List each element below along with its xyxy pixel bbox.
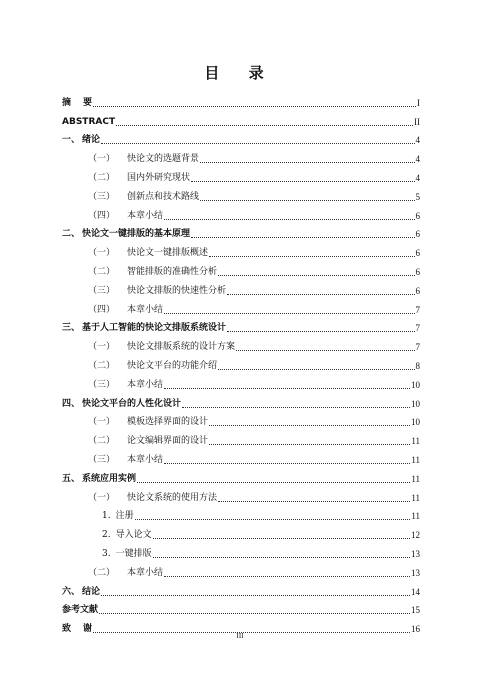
- toc-entry-text: 智能排版的准确性分析: [127, 266, 218, 277]
- toc-entry-page: 10: [411, 398, 420, 409]
- toc-entry[interactable]: [62, 109, 420, 128]
- toc-entry-page: 6: [415, 248, 420, 259]
- toc-entry-label: [62, 474, 136, 485]
- toc-entry[interactable]: [62, 579, 420, 598]
- toc-entry-text: 快论文平台的人性化设计: [82, 398, 182, 409]
- toc-entry-number: （三）: [88, 379, 116, 390]
- dot-leader: [227, 331, 414, 332]
- toc-entry[interactable]: [62, 240, 420, 259]
- toc-entry-number: 2.: [102, 530, 111, 541]
- dot-leader: [164, 313, 414, 314]
- toc-entry-number: （一）: [88, 492, 116, 503]
- dot-leader: [236, 350, 414, 351]
- toc-entry[interactable]: [62, 146, 420, 165]
- toc-entry[interactable]: [62, 259, 420, 278]
- toc-entry-number: 六、: [62, 586, 81, 597]
- toc-entry-label: [88, 568, 163, 579]
- toc-entry[interactable]: [62, 522, 420, 541]
- toc-entry-page: 13: [411, 567, 420, 578]
- toc-entry-label: [88, 267, 217, 278]
- toc-entry-page: 16: [411, 624, 420, 635]
- toc-entry-label: [62, 605, 98, 616]
- toc-entry[interactable]: [62, 90, 420, 109]
- toc-entry[interactable]: [62, 560, 420, 579]
- toc-entry-text: 本章小结: [127, 567, 164, 578]
- toc-entry-page: 7: [415, 323, 420, 334]
- toc-entry-page: 12: [411, 530, 420, 541]
- toc-entry-number: （一）: [88, 417, 116, 428]
- toc-entry-text: 注册: [115, 511, 134, 522]
- toc-entry-number: （三）: [88, 191, 116, 202]
- toc-entry[interactable]: [62, 353, 420, 372]
- toc-entry-text: 系统应用实例: [82, 473, 137, 484]
- toc-entry-text: 结论: [82, 586, 101, 597]
- toc-entry-text: 本章小结: [127, 210, 164, 221]
- toc-entry-label: [88, 248, 208, 259]
- toc-entry-page: 15: [411, 605, 420, 616]
- toc-entry-label: [88, 286, 226, 297]
- toc-entry-number: 四、: [62, 398, 81, 409]
- toc-entry-text: ABSTRACT: [62, 116, 116, 127]
- toc-entry-page: 4: [415, 135, 420, 146]
- toc-entry-label: [88, 361, 217, 372]
- toc-entry-text: 要: [83, 97, 93, 108]
- toc-entry-page: 13: [411, 548, 420, 559]
- dot-leader: [101, 595, 410, 596]
- toc-entry-label: [88, 173, 190, 184]
- toc-entry[interactable]: [62, 184, 420, 203]
- toc-entry-number: 1.: [102, 511, 111, 522]
- toc-entry-text: 一键排版: [115, 548, 152, 559]
- toc-entry-number: （二）: [88, 172, 116, 183]
- toc-entry[interactable]: [62, 504, 420, 523]
- toc-entry-number: （二）: [88, 360, 116, 371]
- toc-entry-number: （三）: [88, 285, 116, 296]
- toc-entry[interactable]: [62, 372, 420, 391]
- toc-entry-page: 14: [411, 586, 420, 597]
- dot-leader: [99, 613, 410, 614]
- page-number: III: [236, 632, 244, 640]
- dot-leader: [153, 557, 410, 558]
- toc-entry-text: 快论文系统的使用方法: [127, 492, 218, 503]
- toc-entry-text: 快论文的选题背景: [127, 154, 200, 165]
- toc-entry[interactable]: [62, 222, 420, 241]
- toc-entry-label: [62, 229, 190, 240]
- dot-leader: [191, 181, 414, 182]
- dot-leader: [218, 501, 410, 502]
- toc-entry[interactable]: [62, 428, 420, 447]
- toc-entry-text: 论文编辑界面的设计: [127, 436, 209, 447]
- dot-leader: [218, 275, 414, 276]
- dot-leader: [93, 106, 416, 107]
- toc-entry-text: 绪论: [82, 135, 101, 146]
- toc-entry-text: 快论文排版系统的设计方案: [127, 342, 236, 353]
- toc-entry-number: 摘: [62, 97, 72, 108]
- toc-entry-page: 11: [411, 473, 420, 484]
- toc-entry-number: （二）: [88, 436, 116, 447]
- toc-entry-number: （二）: [88, 266, 116, 277]
- toc-entry-page: 4: [415, 154, 420, 165]
- toc-entry-label: [62, 323, 226, 334]
- dot-leader: [227, 294, 414, 295]
- toc-entry-label: [88, 154, 199, 165]
- toc-entry-page: 11: [411, 492, 420, 503]
- toc-entry[interactable]: [62, 297, 420, 316]
- toc-entry-label: [88, 305, 163, 316]
- toc-entry-number: （三）: [88, 454, 116, 465]
- dot-leader: [101, 143, 414, 144]
- toc-entry-text: 快论文一键排版概述: [127, 248, 209, 259]
- toc-entry-label: [102, 530, 152, 541]
- toc-entry[interactable]: [62, 203, 420, 222]
- toc-entry-label: [62, 587, 100, 598]
- toc-entry[interactable]: [62, 334, 420, 353]
- dot-leader: [135, 519, 411, 520]
- toc-entry-label: [88, 493, 217, 504]
- toc-entry-number: 致: [62, 624, 72, 635]
- toc-entry-page: 4: [415, 172, 420, 183]
- toc-entry-label: [62, 117, 115, 128]
- toc-entry-label: [102, 511, 134, 522]
- toc-entry-text: 本章小结: [127, 304, 164, 315]
- dot-leader: [209, 444, 410, 445]
- toc-entry-text: 快论文一键排版的基本原理: [82, 229, 191, 240]
- toc-entry-label: [62, 399, 181, 410]
- toc-entry-label: [88, 436, 208, 447]
- toc-entry-number: 一、: [62, 135, 81, 146]
- toc-entry-number: 3.: [102, 548, 111, 559]
- toc-entry[interactable]: [62, 278, 420, 297]
- toc-entry-number: 二、: [62, 229, 81, 240]
- dot-leader: [218, 369, 414, 370]
- toc-entry-page: 5: [415, 191, 420, 202]
- toc-entry-number: （一）: [88, 248, 116, 259]
- toc-entry-text: 本章小结: [127, 454, 164, 465]
- dot-leader: [191, 237, 414, 238]
- toc-entry-label: [88, 455, 163, 466]
- toc-entry-number: （一）: [88, 342, 116, 353]
- toc-entry-text: 本章小结: [127, 379, 164, 390]
- toc-entry[interactable]: [62, 466, 420, 485]
- toc-entry-text: 基于人工智能的快论文排版系统设计: [82, 323, 227, 334]
- dot-leader: [164, 463, 410, 464]
- toc-entry-page: 11: [411, 511, 420, 522]
- dot-leader: [209, 425, 410, 426]
- toc-entry-label: [62, 98, 92, 109]
- toc-entry-label: [88, 211, 163, 222]
- toc-entry-text: 国内外研究现状: [127, 172, 191, 183]
- toc-entry-text: 快论文排版的快速性分析: [127, 285, 227, 296]
- toc-entry[interactable]: [62, 410, 420, 429]
- toc-entry[interactable]: [62, 316, 420, 335]
- toc-entry-page: 11: [411, 454, 420, 465]
- toc-entry-label: [88, 380, 163, 391]
- toc-entry-text: 模板选择界面的设计: [127, 417, 209, 428]
- toc-entry[interactable]: [62, 447, 420, 466]
- toc-entry-page: 10: [411, 379, 420, 390]
- toc-title: 目 录: [204, 64, 276, 82]
- toc-entry-page: 10: [411, 417, 420, 428]
- toc-entry-number: 三、: [62, 323, 81, 334]
- toc-entry-page: 6: [415, 285, 420, 296]
- dot-leader: [164, 576, 410, 577]
- toc-entry-text: 参考文献: [62, 605, 99, 616]
- dot-leader: [116, 125, 413, 126]
- toc-entry-page: 11: [411, 436, 420, 447]
- toc-entry-page: 8: [415, 360, 420, 371]
- toc-entry-number: （一）: [88, 154, 116, 165]
- toc-entry-page: 6: [415, 229, 420, 240]
- toc-entry-number: （四）: [88, 304, 116, 315]
- toc-entry-text: 导入论文: [115, 530, 152, 541]
- dot-leader: [209, 256, 414, 257]
- dot-leader: [200, 162, 414, 163]
- toc-entry-page: II: [414, 116, 420, 127]
- dot-leader: [153, 538, 410, 539]
- toc-entry-label: [102, 549, 152, 560]
- toc-entry-text: 快论文平台的功能介绍: [127, 360, 218, 371]
- toc-entry-page: I: [417, 97, 420, 108]
- toc-entry-page: 6: [415, 266, 420, 277]
- toc-entry[interactable]: [62, 598, 420, 617]
- toc-entry-label: [88, 192, 199, 203]
- dot-leader: [164, 219, 414, 220]
- toc-entry[interactable]: [62, 541, 420, 560]
- toc-entry[interactable]: [62, 485, 420, 504]
- toc-entry-label: [88, 417, 208, 428]
- toc-entry-text: 创新点和技术路线: [127, 191, 200, 202]
- dot-leader: [137, 482, 410, 483]
- toc-entry[interactable]: [62, 391, 420, 410]
- dot-leader: [164, 388, 410, 389]
- toc-entry[interactable]: [62, 165, 420, 184]
- toc-entry-number: （四）: [88, 210, 116, 221]
- dot-leader: [182, 407, 410, 408]
- toc-entry-text: 谢: [83, 624, 93, 635]
- toc-entry[interactable]: [62, 128, 420, 147]
- toc-entry-label: [88, 342, 235, 353]
- dot-leader: [200, 200, 414, 201]
- toc-entry-number: 五、: [62, 473, 81, 484]
- toc-entry-number: （二）: [88, 567, 116, 578]
- toc-entry-page: 7: [415, 304, 420, 315]
- toc-entry-page: 6: [415, 210, 420, 221]
- table-of-contents: [62, 90, 420, 635]
- toc-entry-label: [62, 135, 100, 146]
- toc-entry-page: 7: [415, 342, 420, 353]
